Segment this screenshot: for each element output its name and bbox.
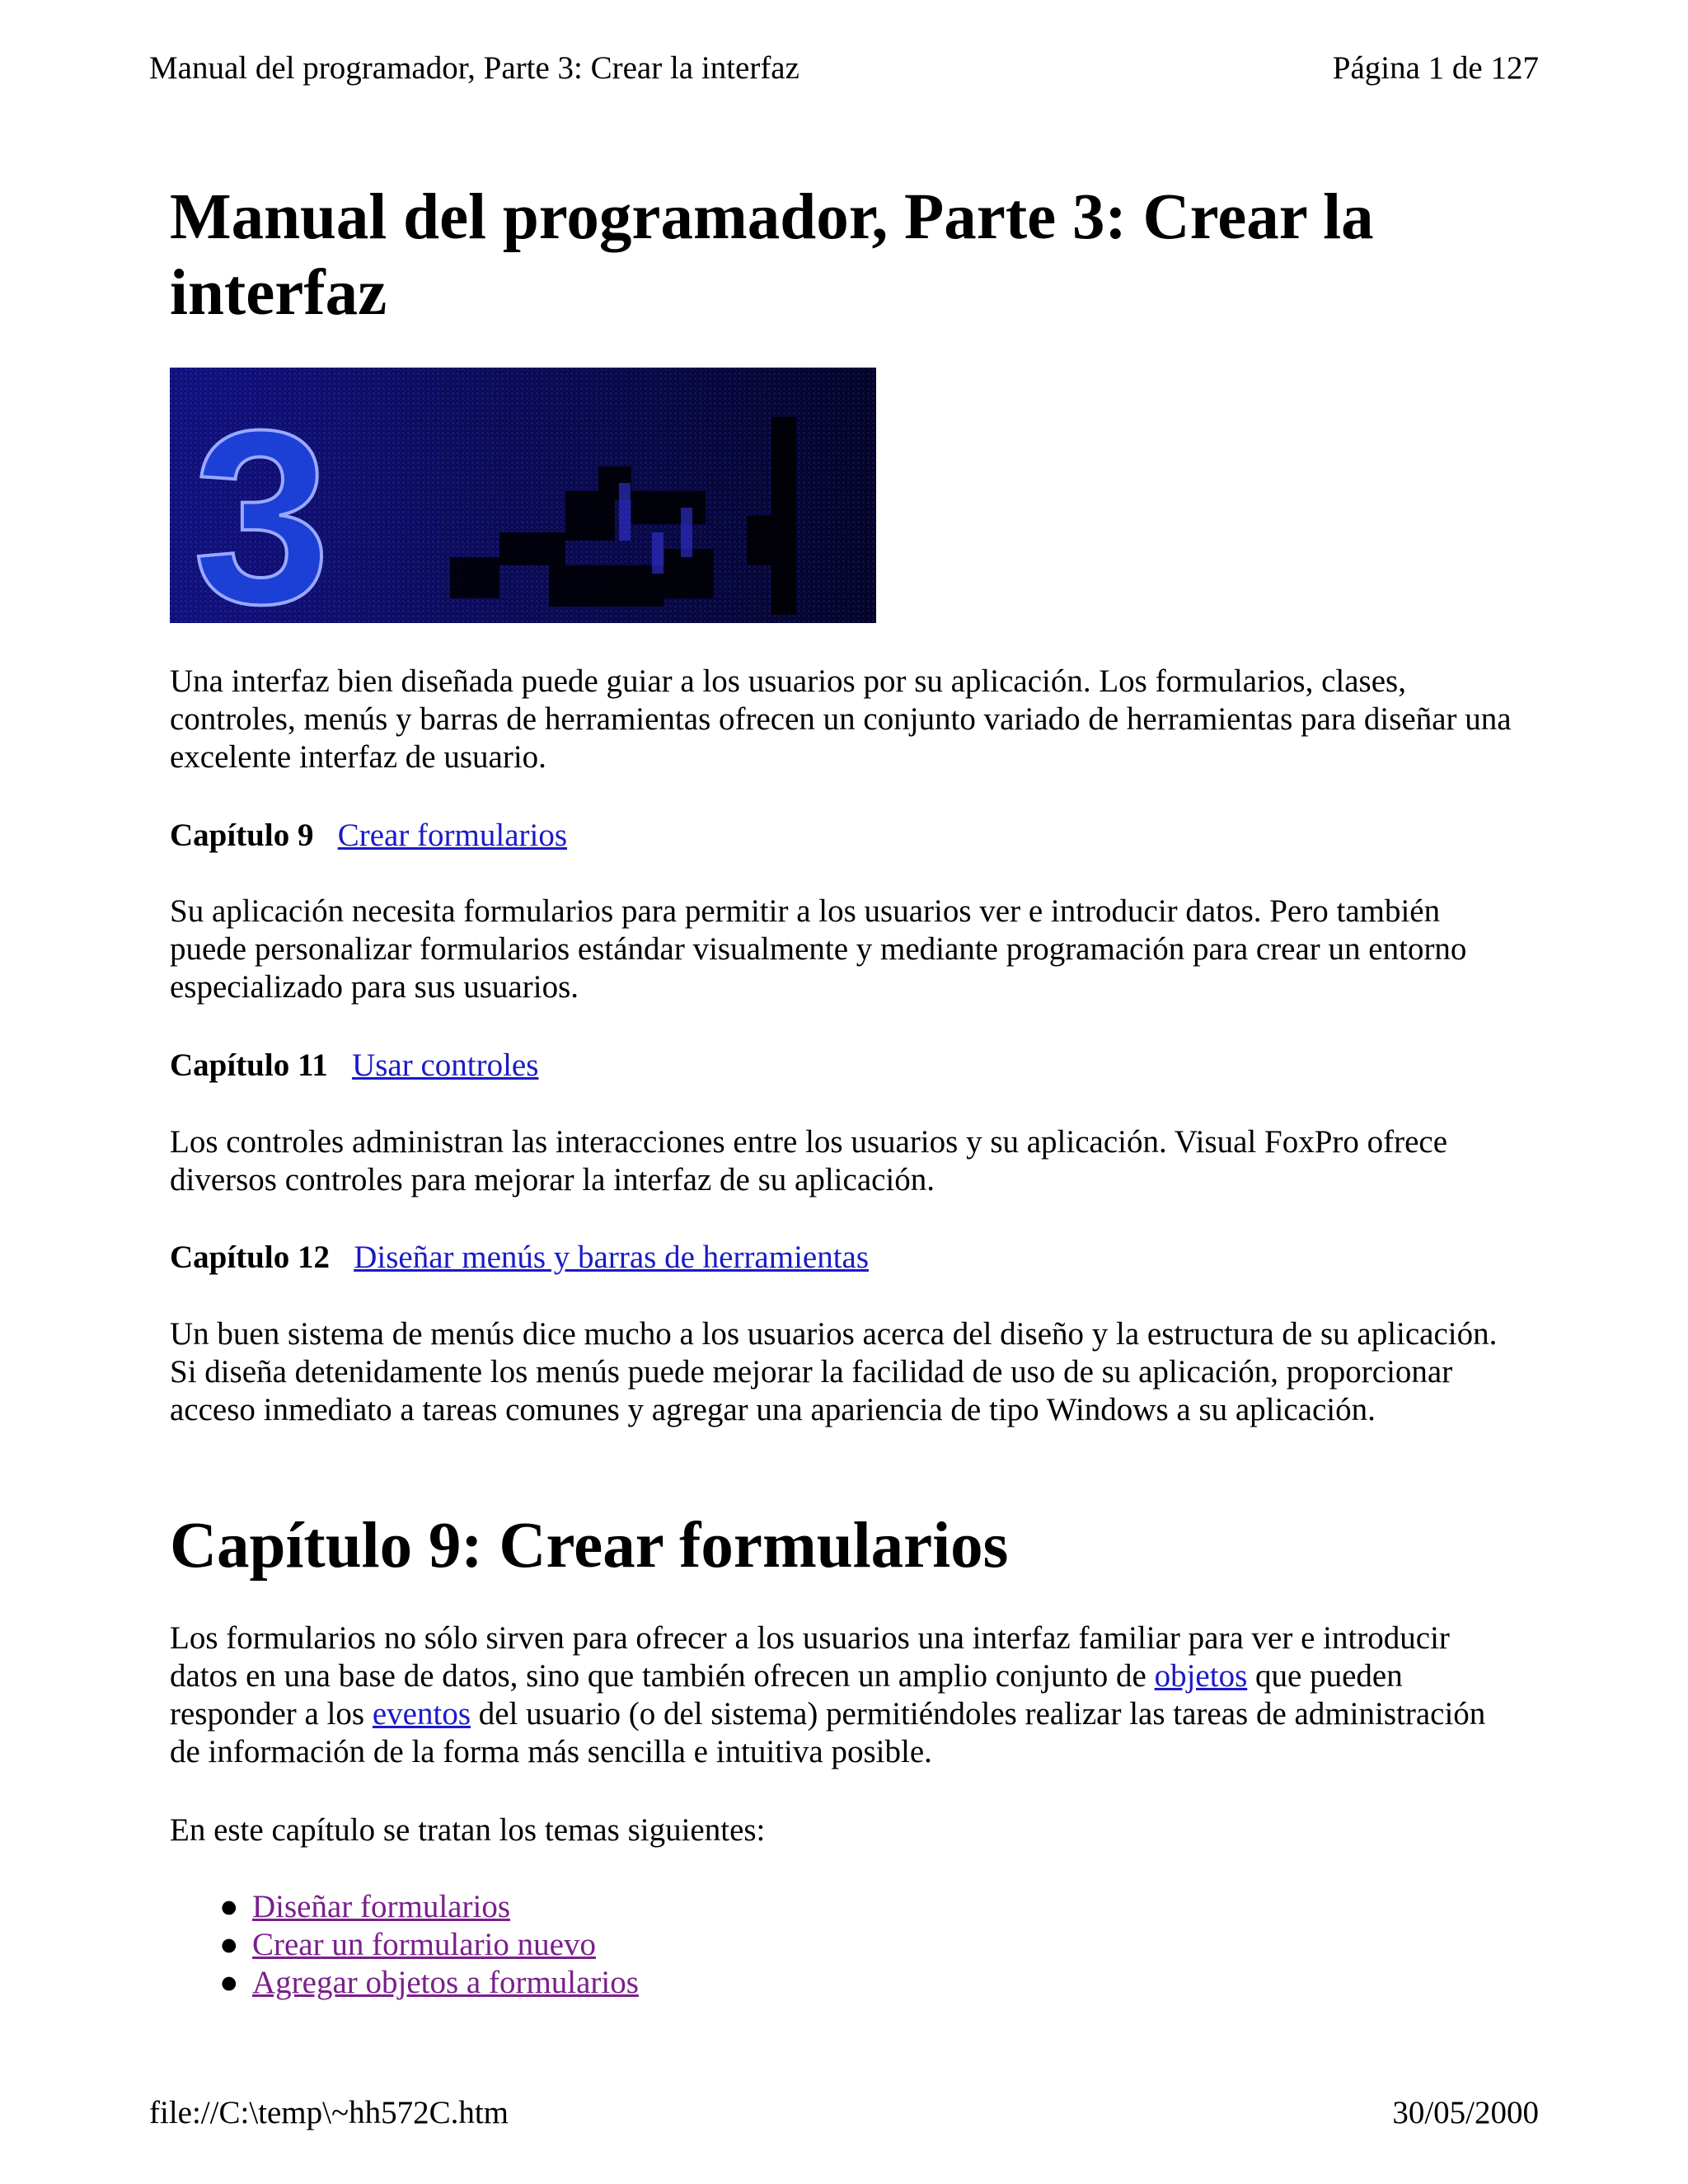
paragraph-text: que pueden responder a los <box>170 1658 1403 1732</box>
chapter-11-link[interactable]: Usar controles <box>352 1047 539 1083</box>
header-page-number: Página 1 de 127 <box>1332 50 1539 86</box>
chapter-12-line <box>170 1239 1522 1277</box>
topic-link-disenar-formularios[interactable]: Diseñar formularios <box>252 1889 510 1924</box>
intro-paragraph: Una interfaz bien diseñada puede guiar a los usuarios por su aplicación. Los formularios, clases, controles, menús y barras de herramientas ofrecen un conjunto variado de herramientas para diseñar una excelente interfaz de usuario. <box>170 663 1512 775</box>
topics-intro: En este capítulo se tratan los temas siguientes: <box>170 1812 766 1848</box>
topic-link-crear-formulario-nuevo[interactable]: Crear un formulario nuevo <box>252 1927 596 1962</box>
chapter-12-description: Un buen sistema de menús dice mucho a los usuarios acerca del diseño y la estructura de su aplicación. Si diseña detenidamente los menús puede mejorar la facilidad de uso de su aplicación, proporcionar acceso inmediato a tareas comunes y agregar una apariencia de tipo Windows a su aplicación. <box>170 1316 1498 1427</box>
topic-link-agregar-objetos[interactable]: Agregar objetos a formularios <box>252 1965 639 2000</box>
part-3-banner-image <box>170 368 876 623</box>
footer-file-path: file://C:\temp\~hh572C.htm <box>149 2095 509 2130</box>
list-item <box>219 1888 639 1926</box>
chapter-11-description: Los controles administran las interacciones entre los usuarios y su aplicación. Visual FoxPro ofrece diversos controles para mejorar la interfaz de su aplicación. <box>170 1124 1448 1197</box>
paragraph-text: Los formularios no sólo sirven para ofrecer a los usuarios una interfaz familiar para ver e introducir datos en una base de datos, sino que también ofrecen un amplio conjunto de <box>170 1620 1450 1694</box>
chapter-9-paragraph <box>170 1619 1522 1771</box>
chapter-12-link[interactable]: Diseñar menús y barras de herramientas <box>354 1240 870 1275</box>
page-header <box>149 49 1539 87</box>
chapter-9-link[interactable]: Crear formularios <box>337 818 568 853</box>
topics-list <box>219 1888 639 2002</box>
page-title: Manual del programador, Parte 3: Crear la interfaz <box>170 181 1374 329</box>
chapter-label: Capítulo 12 <box>170 1240 330 1275</box>
chapter-11-line <box>170 1047 1522 1085</box>
paragraph-text: del usuario (o del sistema) permitiéndoles realizar las tareas de administración de información de la forma más sencilla e intuitiva posible. <box>170 1696 1486 1769</box>
bullet-icon: ● <box>219 1927 239 1962</box>
chapter-9-line <box>170 817 1522 855</box>
page-footer <box>149 2094 1539 2132</box>
banner-numeral: 3 <box>193 378 331 623</box>
footer-date: 30/05/2000 <box>1392 2095 1539 2130</box>
chapter-label: Capítulo 9 <box>170 818 314 853</box>
objetos-link[interactable]: objetos <box>1154 1658 1248 1694</box>
bullet-icon: ● <box>219 1965 239 2000</box>
bullet-icon: ● <box>219 1889 239 1924</box>
chapter-9-description: Su aplicación necesita formularios para permitir a los usuarios ver e introducir datos. Pero también puede personalizar formularios estándar visualmente y mediante programación para crear un entorno especializado para sus usuarios. <box>170 893 1467 1005</box>
header-title: Manual del programador, Parte 3: Crear la interfaz <box>149 50 799 86</box>
eventos-link[interactable]: eventos <box>372 1696 471 1732</box>
list-item <box>219 1926 639 1964</box>
chapter-label: Capítulo 11 <box>170 1047 328 1083</box>
list-item <box>219 1964 639 2002</box>
chapter-9-heading: Capítulo 9: Crear formularios <box>170 1510 1009 1582</box>
